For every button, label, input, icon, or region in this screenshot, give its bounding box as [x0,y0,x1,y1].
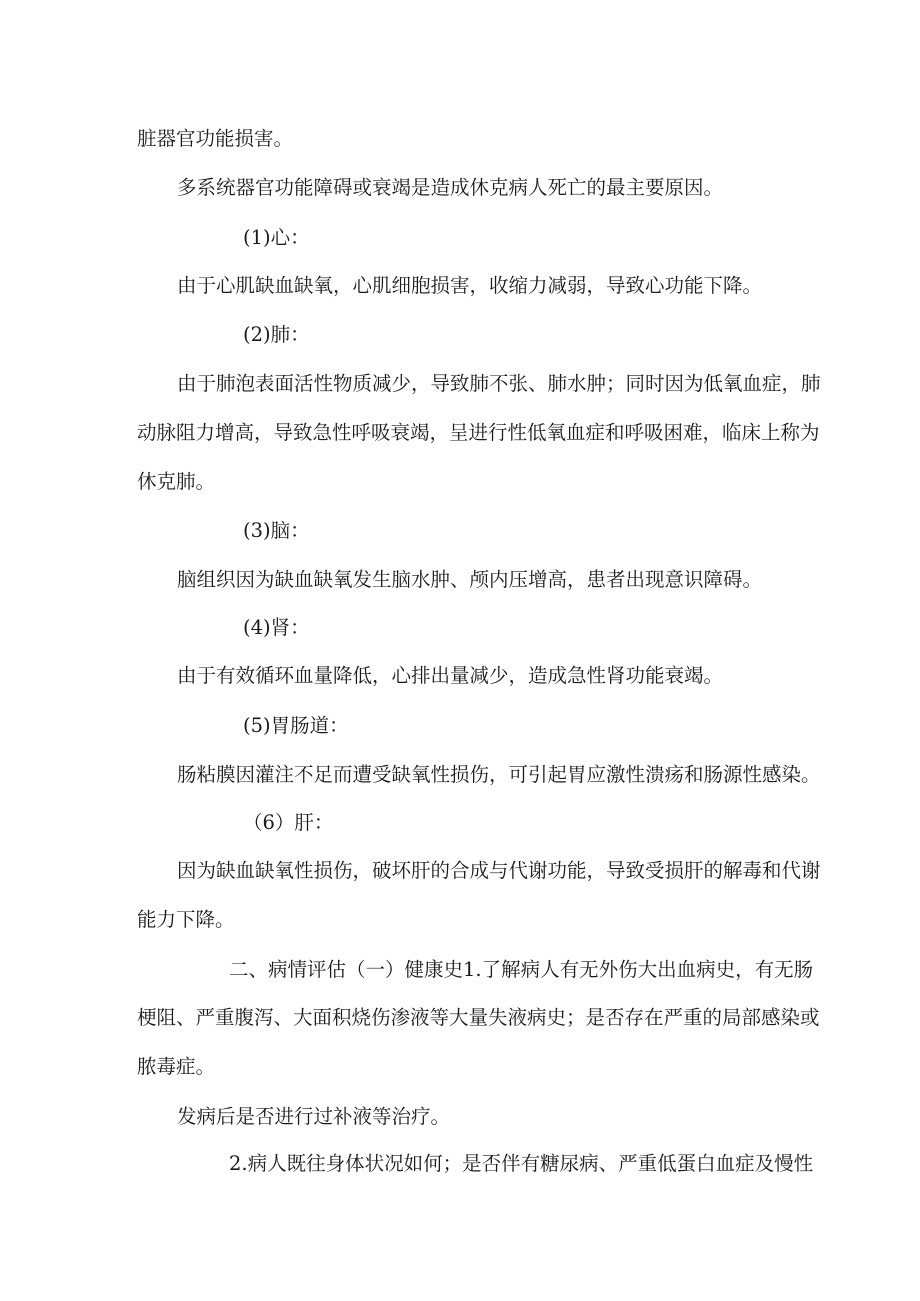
paragraph-text: 因为缺血缺氧性损伤，破坏肝的合成与代谢功能，导致受损肝的解毒和代谢 [177,859,821,882]
section-heading-brain: (3)脑： [243,519,310,542]
text-line: 脏器官功能损害。 [137,127,294,150]
paragraph-text: 能力下降。 [137,908,235,931]
section-heading-kidney: (4)肾： [243,616,310,639]
paragraph-text: 脓毒症。 [137,1055,216,1078]
paragraph-text: 由于肺泡表面活性物质减少，导致肺不张、肺水肿；同时因为低氧血症，肺 [177,372,821,395]
section-heading-assessment: 二、病情评估（一）健康史1.了解病人有无外伤大出血病史，有无肠 [229,958,814,981]
paragraph-text: 由于有效循环血量降低，心排出量减少，造成急性肾功能衰竭。 [177,664,724,687]
paragraph-text: 休克肺。 [137,470,216,493]
section-heading-liver: （6）肝： [243,811,334,834]
paragraph-text: 2.病人既往身体状况如何；是否伴有糖尿病、严重低蛋白血症及慢性 [229,1152,814,1175]
paragraph-text: 梗阻、严重腹泻、大面积烧伤渗液等大量失液病史；是否存在严重的局部感染或 [137,1006,820,1029]
paragraph-text: 由于心肌缺血缺氧，心肌细胞损害，收缩力减弱，导致心功能下降。 [177,274,763,297]
section-heading-lung: (2)肺： [243,323,310,346]
paragraph-text: 动脉阻力增高，导致急性呼吸衰竭，呈进行性低氧血症和呼吸困难，临床上称为 [137,421,820,444]
section-heading-gi-tract: (5)胃肠道： [243,714,349,737]
paragraph-text: 脑组织因为缺血缺氧发生脑水肿、颅内压增高，患者出现意识障碍。 [177,568,763,591]
paragraph-text: 多系统器官功能障碍或衰竭是造成休克病人死亡的最主要原因。 [177,176,724,199]
paragraph-text: 肠粘膜因灌注不足而遭受缺氧性损伤，可引起胃应激性溃疡和肠源性感染。 [177,763,821,786]
paragraph-text: 发病后是否进行过补液等治疗。 [177,1105,451,1128]
section-heading-heart: (1)心： [243,226,310,249]
